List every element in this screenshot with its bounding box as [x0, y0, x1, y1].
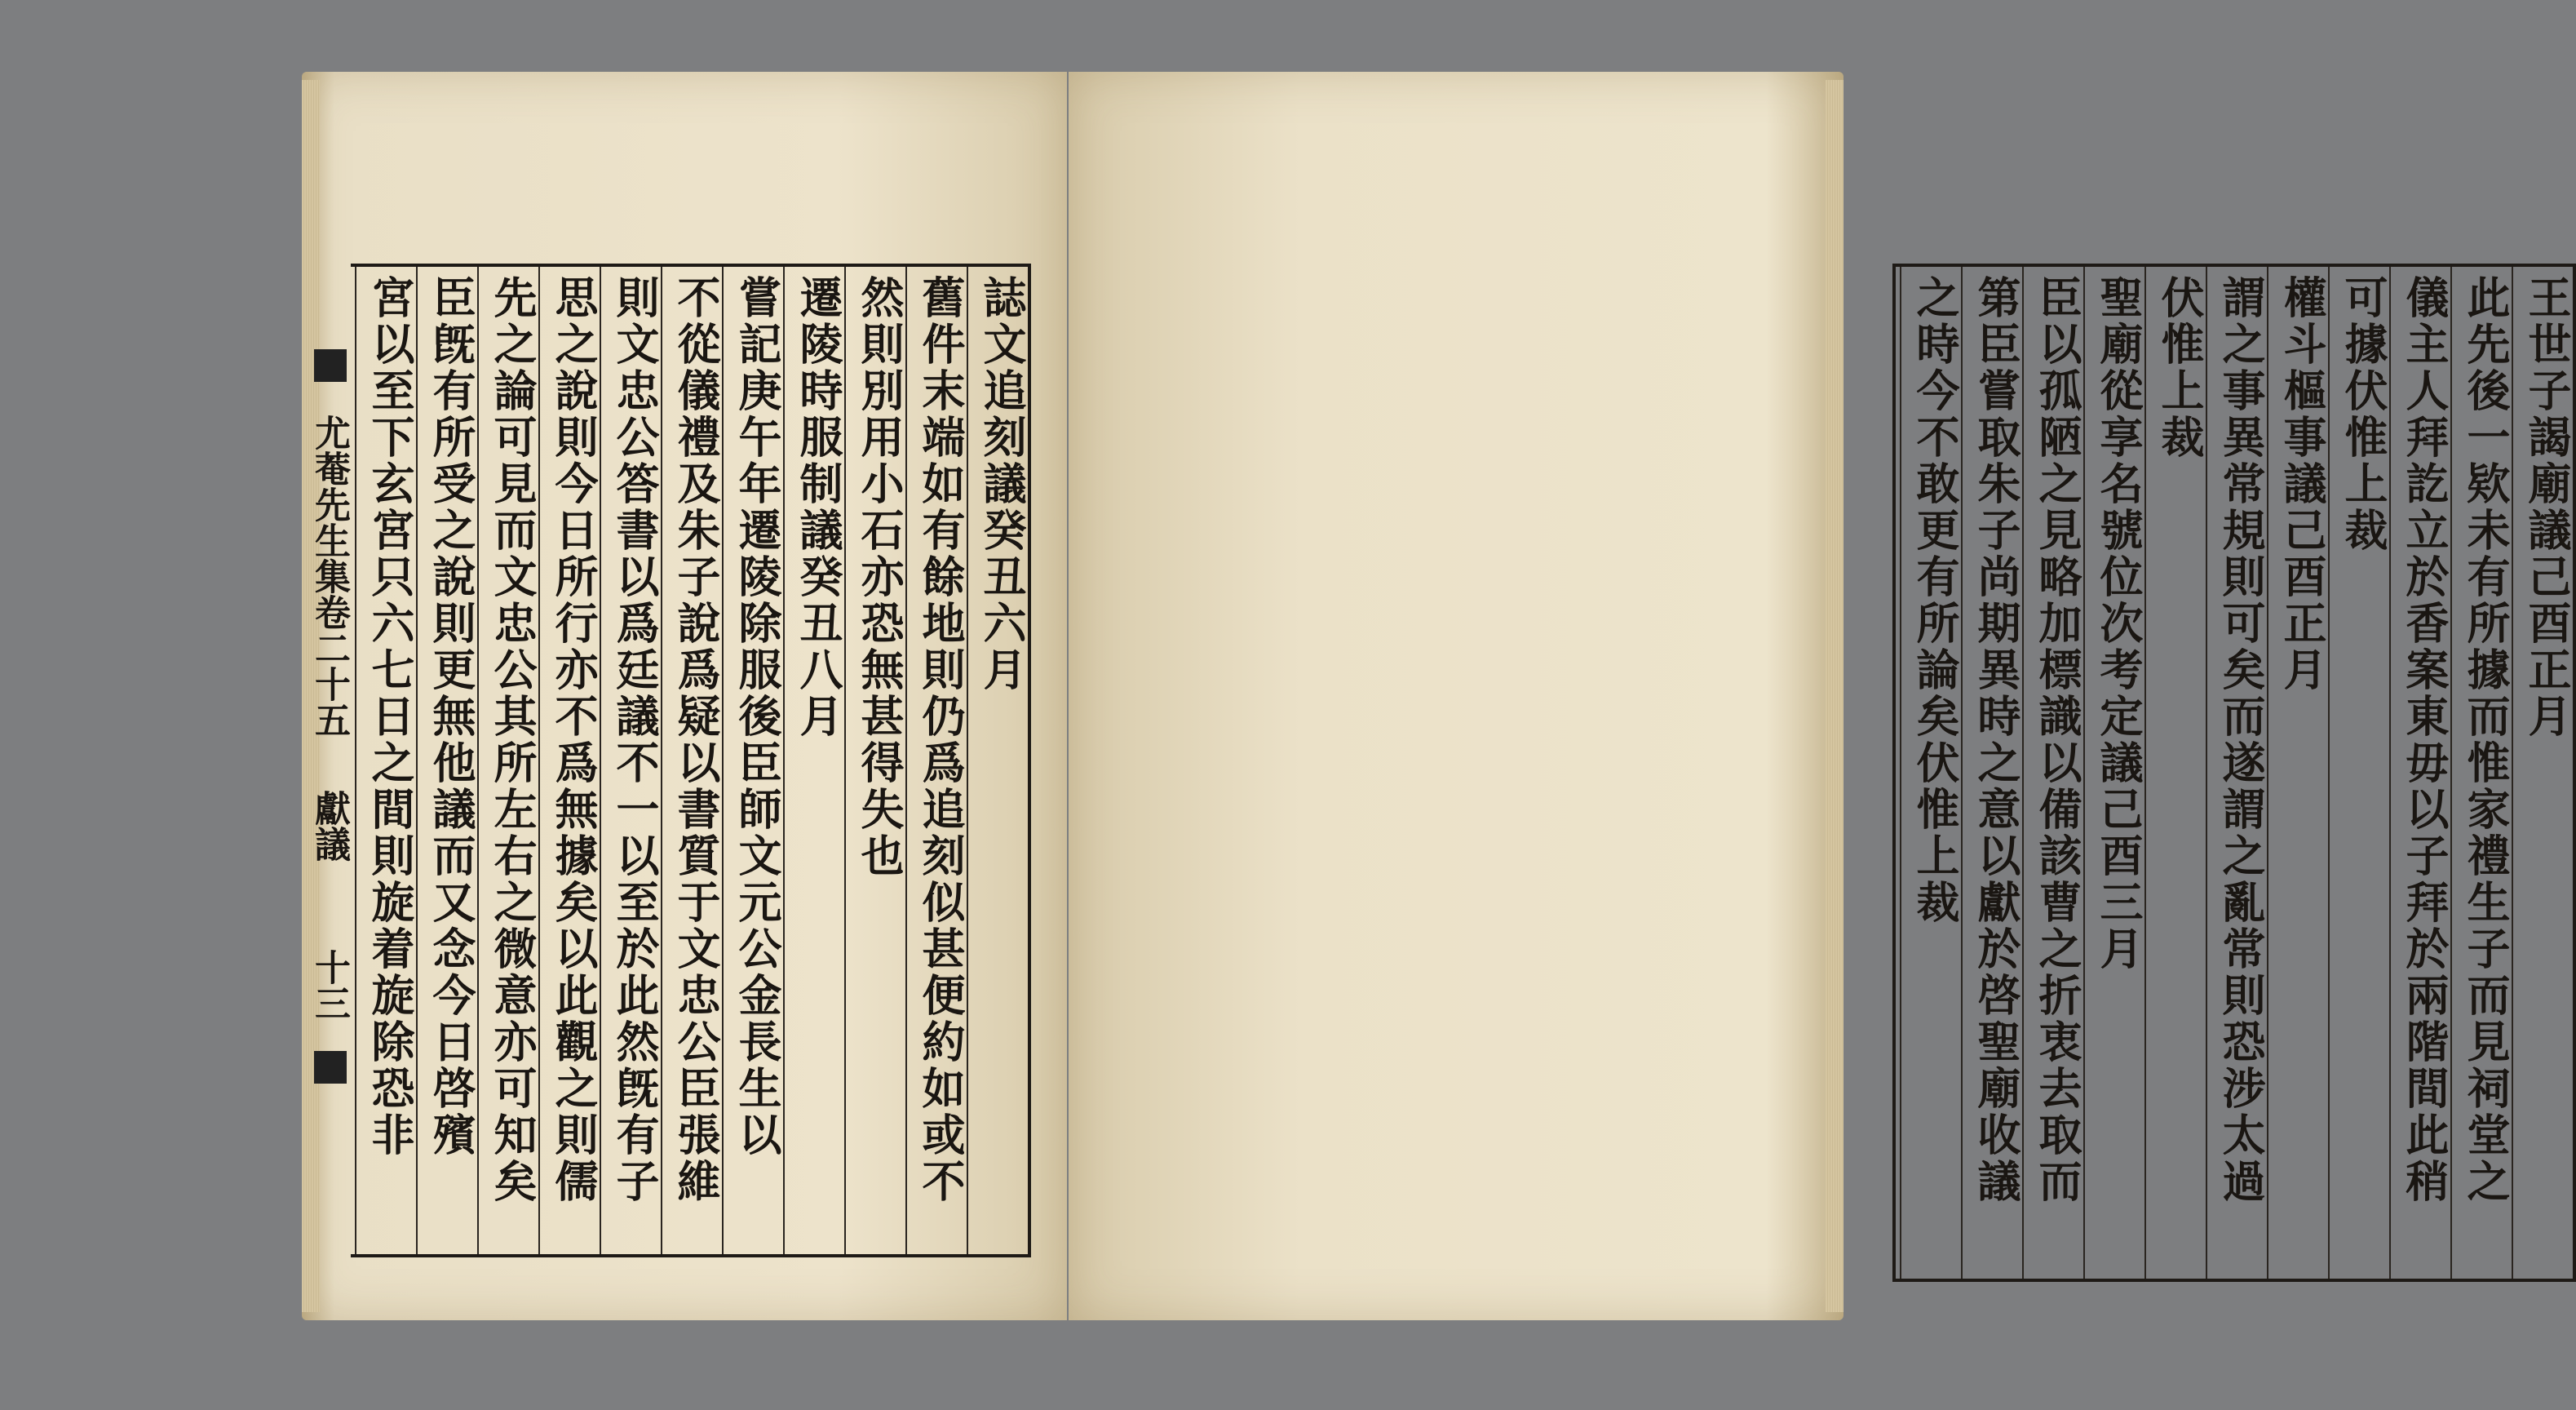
column-rule: [1961, 267, 1963, 1279]
column-rule: [905, 267, 907, 1254]
left-text-column: 然則別用小石亦恐無甚得失也: [854, 275, 905, 880]
right-text-column: 權斗樞事議己酉正月: [2277, 275, 2327, 694]
fish-tail-mark-top: [314, 349, 347, 382]
column-rule: [2389, 267, 2391, 1279]
left-text-column: 嘗記庚午年遷陵除服後臣師文元公金長生以: [732, 275, 782, 1159]
left-text-column: 遷陵時服制議癸丑八月: [793, 275, 843, 740]
column-rule: [2267, 267, 2268, 1279]
left-text-column: 則文忠公答書以爲廷議不一以至於此然旣有子: [609, 275, 660, 1205]
column-rule: [2512, 267, 2513, 1279]
left-text-frame: [351, 264, 1031, 1257]
column-rule: [967, 267, 968, 1254]
column-rule: [416, 267, 418, 1254]
right-text-column: 伏惟上裁: [2154, 275, 2205, 461]
left-text-column: 臣旣有所受之說則更無他議而又念今日啓殯: [426, 275, 476, 1159]
margin-section: 獻議: [308, 790, 350, 862]
fish-tail-mark-bottom: [314, 1051, 347, 1084]
right-text-frame: [1892, 264, 2576, 1282]
column-rule: [783, 267, 785, 1254]
right-text-column: 儀主人拜訖立於香案東毋以子拜於兩階間此稍: [2399, 275, 2450, 1205]
page-edge: [1826, 80, 1843, 1312]
right-text-column: 謂之事異常規則可矣而遂謂之亂常則恐涉太過: [2215, 275, 2266, 1205]
right-text-column: 臣以孤陋之見略加標識以備該曹之折衷去取而: [2032, 275, 2082, 1205]
column-rule: [538, 267, 540, 1254]
left-text-column: 誌文追刻議癸丑六月: [976, 275, 1027, 694]
column-rule: [1900, 267, 1901, 1279]
column-rule: [355, 267, 356, 1254]
left-text-column: 宮以至下玄宮只六七日之間則旋着旋除恐非: [365, 275, 415, 1159]
right-text-column: 聖廟從享名號位次考定議己酉三月: [2093, 275, 2144, 973]
column-rule: [722, 267, 724, 1254]
column-rule: [2083, 267, 2085, 1279]
left-text-column: 思之說則今日所行亦不爲無據矣以此觀之則儒: [548, 275, 599, 1205]
margin-title: 尤菴先生集卷二十五: [308, 415, 350, 738]
right-page: [1069, 72, 2572, 1320]
right-text-column: 之時今不敢更有所論矣伏惟上裁: [1910, 275, 1960, 926]
right-text-column: 可據伏惟上裁: [2338, 275, 2388, 554]
column-rule: [661, 267, 662, 1254]
column-rule: [600, 267, 601, 1254]
left-page: [302, 72, 1067, 1320]
column-rule: [844, 267, 846, 1254]
page-number: 十三: [308, 949, 350, 1021]
column-rule: [2328, 267, 2330, 1279]
open-book: [302, 72, 2572, 1341]
left-text-column: 舊件末端如有餘地則仍爲追刻似甚便約如或不: [915, 275, 966, 1205]
left-text-column: 不從儀禮及朱子說爲疑以書質于文忠公臣張維: [671, 275, 721, 1205]
column-rule: [2022, 267, 2024, 1279]
right-text-column: 第臣嘗取朱子尚期異時之意以獻於啓聖廟收議: [1971, 275, 2021, 1205]
right-text-column: 王世子謁廟議己酉正月: [2521, 275, 2572, 740]
column-rule: [2450, 267, 2452, 1279]
column-rule: [2144, 267, 2146, 1279]
left-text-column: 先之論可見而文忠公其所左右之微意亦可知矣: [487, 275, 538, 1205]
column-rule: [477, 267, 479, 1254]
right-text-column: 此先後一欵未有所據而惟家禮生子而見祠堂之: [2460, 275, 2511, 1205]
column-rule: [2206, 267, 2207, 1279]
